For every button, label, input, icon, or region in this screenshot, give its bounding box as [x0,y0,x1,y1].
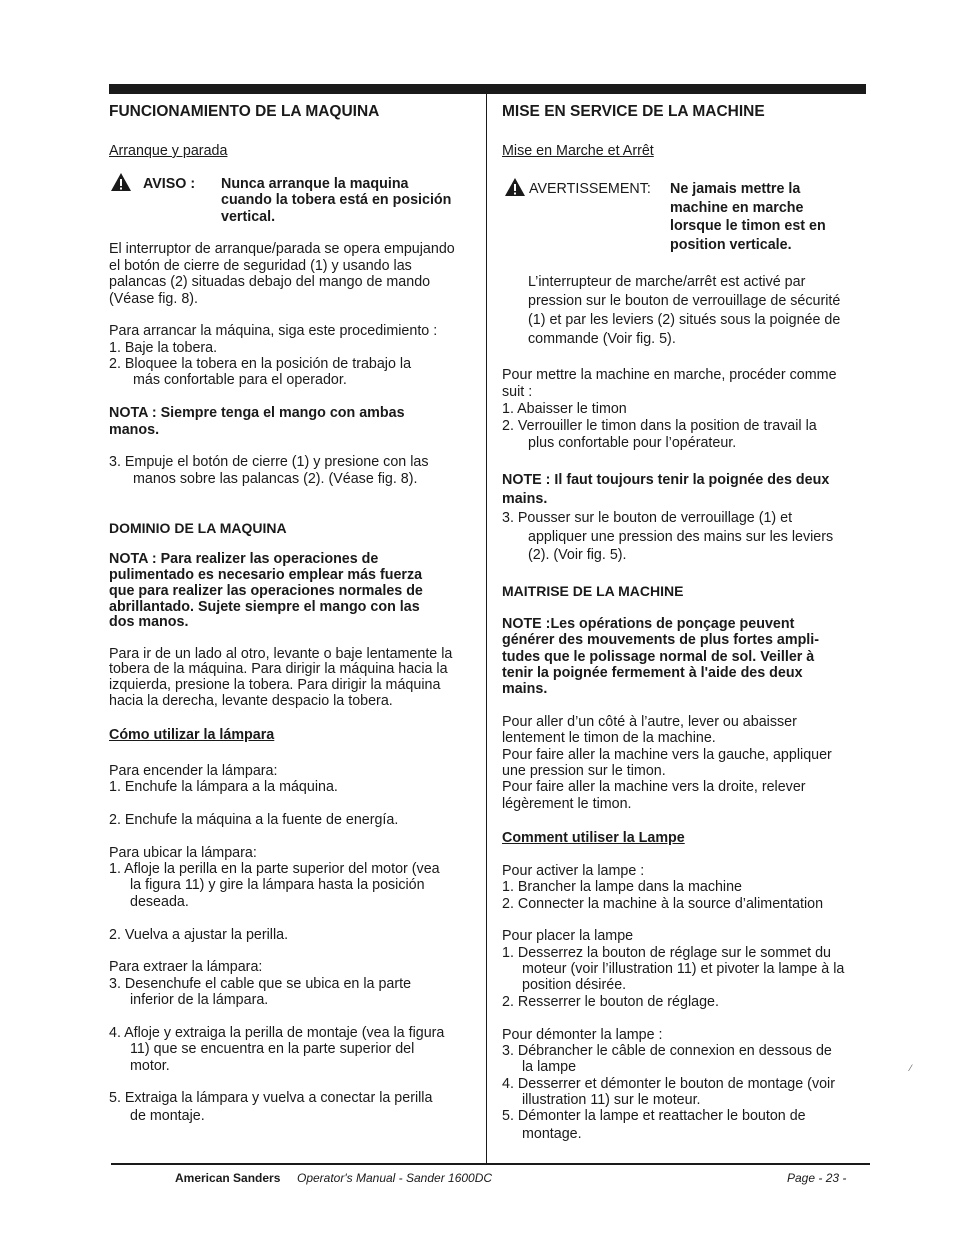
es-step-2-cont: más confortable para el operador. [133,372,347,388]
fr-steering-line: Pour faire aller la machine vers la droite, relever [502,779,806,795]
es-step-3: 3. Empuje el botón de cierre (1) y presione con las [109,454,429,470]
es-steering-line: tobera de la máquina. Para dirigir la máquina hacia la [109,661,448,677]
fr-lamp-line: 1. Brancher la lampe dans la machine [502,879,743,895]
fr-paragraph-line: commande (Voir fig. 5). [528,331,676,347]
fr-step-2: 2. Verrouiller le timon dans la position de travail la [502,418,817,434]
fr-warning-label: AVERTISSEMENT: [529,181,651,197]
fr-step-3: 3. Pousser sur le bouton de verrouillage (1) et [502,510,793,526]
es-note2-line: que para realizer las operaciones normales de [109,583,423,599]
es-paragraph-line: palancas (2) situadas debajo del mango de mando [109,274,431,290]
es-lamp-line: 2. Vuelva a ajustar la perilla. [109,927,289,943]
es-lamp-line: de montaje. [130,1108,205,1124]
fr-paragraph-line: L’interrupteur de marche/arrêt est activé par [528,274,806,290]
es-lamp-line: Para extraer la lámpara: [109,959,263,975]
warning-triangle-icon [504,177,526,197]
es-step-2: 2. Bloquee la tobera en la posición de trabajo la [109,356,412,372]
fr-procedure-intro: Pour mettre la machine en marche, procéder comme [502,367,837,383]
top-rule [109,84,866,94]
es-dominio-heading: DOMINIO DE LA MAQUINA [109,520,287,536]
es-warning-label: AVISO : [143,176,196,192]
fr-steering-line: Pour aller d’un côté à l’autre, lever ou abaisser [502,714,797,730]
es-note2-line: dos manos. [109,614,189,630]
es-paragraph-line: (Véase fig. 8). [109,291,198,307]
fr-lamp-line: illustration 11) sur le moteur. [522,1092,701,1108]
fr-note-line: mains. [502,491,548,507]
es-step-3-cont: manos sobre las palancas (2). (Véase fig. 8). [133,471,418,487]
es-lamp-line: 2. Enchufe la máquina a la fuente de energía. [109,812,399,828]
fr-lamp-line: 2. Resserrer le bouton de réglage. [502,994,719,1010]
column-divider [486,94,487,1164]
footer-page-number: Page - 23 - [787,1171,847,1185]
es-paragraph-line: el botón de cierre de seguridad (1) y usando las [109,258,412,274]
fr-steering-line: Pour faire aller la machine vers la gauche, appliquer [502,747,832,763]
fr-maitrise-heading: MAITRISE DE LA MACHINE [502,583,684,599]
es-lamp-line: Para encender la lámpara: [109,763,278,779]
fr-steering-line: une pression sur le timon. [502,763,666,779]
es-lamp-line: inferior de la lámpara. [130,992,269,1008]
footer-brand: American Sanders [175,1171,281,1185]
fr-lamp-line: 1. Desserrez la bouton de réglage sur le sommet du [502,945,832,961]
fr-steering-line: légèrement le timon. [502,796,632,812]
fr-heading: MISE EN SERVICE DE LA MACHINE [502,103,765,120]
fr-warning-line: Ne jamais mettre la [670,181,801,197]
es-paragraph-line: El interruptor de arranque/parada se opera empujando [109,241,455,257]
fr-lamp-line: Pour activer la lampe : [502,863,645,879]
fr-note2-line: générer des mouvements de plus fortes ampli- [502,632,820,648]
fr-lamp-line: montage. [522,1126,582,1142]
stray-mark: ⁄ [910,1063,912,1073]
fr-note2-line: mains. [502,681,548,697]
fr-step-1: 1. Abaisser le timon [502,401,627,417]
es-lamp-line: Para ubicar la lámpara: [109,845,257,861]
es-warning-line: Nunca arranque la maquina [221,176,409,192]
fr-step-3-cont: appliquer une pression des mains sur les leviers [528,529,834,545]
es-note2-line: abrillantado. Sujete siempre el mango con las [109,599,420,615]
es-steering-line: hacia la derecha, levante despacio la tobera. [109,693,393,709]
fr-note2-line: NOTE :Les opérations de ponçage peuvent [502,616,795,632]
fr-lamp-line: position désirée. [522,977,627,993]
fr-warning-line: lorsque le timon est en [670,218,826,234]
es-lamp-line: 1. Afloje la perilla en la parte superior del motor (vea [109,861,440,877]
fr-step-3-cont: (2). (Voir fig. 5). [528,547,627,563]
es-lamp-line: la figura 11) y gire la lámpara hasta la posición [130,877,425,893]
footer-manual-title: Operator's Manual - Sander 1600DC [297,1171,493,1185]
fr-lamp-line: 5. Démonter la lampe et reattacher le bouton de [502,1108,806,1124]
fr-steering-line: lentement le timon de la machine. [502,730,716,746]
fr-step-2-cont: plus confortable pour l’opérateur. [528,435,737,451]
fr-lamp-line: 3. Débrancher le câble de connexion en dessous de [502,1043,832,1059]
fr-note-line: NOTE : Il faut toujours tenir la poignée des deux [502,472,830,488]
fr-subheading-start-stop: Mise en Marche et Arrêt [502,143,654,159]
fr-note2-line: tenir la poignée fermement à l'aide des deux [502,665,803,681]
fr-lamp-line: Pour placer la lampe [502,928,634,944]
es-subheading-start-stop: Arranque y parada [109,143,228,159]
fr-lamp-line: 2. Connecter la machine à la source d’alimentation [502,896,824,912]
es-lamp-line: deseada. [130,894,189,910]
fr-procedure-intro-cont: suit : [502,384,533,400]
es-lamp-line: 11) que se encuentra en la parte superior del [130,1041,415,1057]
es-note-line: NOTA : Siempre tenga el mango con ambas [109,405,405,421]
es-lamp-heading: Cómo utilizar la lámpara [109,727,275,743]
es-heading: FUNCIONAMIENTO DE LA MAQUINA [109,103,380,120]
es-lamp-line: 1. Enchufe la lámpara a la máquina. [109,779,338,795]
fr-lamp-line: Pour démonter la lampe : [502,1027,663,1043]
fr-lamp-line: moteur (voir l’illustration 11) et pivoter la lampe à la [522,961,845,977]
es-step-1: 1. Baje la tobera. [109,340,218,356]
es-note-line: manos. [109,422,160,438]
es-lamp-line: 3. Desenchufe el cable que se ubica en la parte [109,976,412,992]
fr-warning-line: machine en marche [670,200,804,216]
fr-note2-line: tudes que le polissage normal de sol. Veiller à [502,649,815,665]
fr-lamp-heading: Comment utiliser la Lampe [502,830,685,846]
warning-triangle-icon [110,172,132,192]
fr-lamp-line: la lampe [522,1059,577,1075]
es-lamp-line: 4. Afloje y extraiga la perilla de montaje (vea la figura [109,1025,445,1041]
es-warning-line: cuando la tobera está en posición [221,192,452,208]
es-note2-line: NOTA : Para realizer las operaciones de [109,551,379,567]
es-steering-line: Para ir de un lado al otro, levante o baje lentamente la [109,646,453,662]
fr-paragraph-line: (1) et par les leviers (2) situés sous la poignée de [528,312,841,328]
es-lamp-line: 5. Extraiga la lámpara y vuelva a conectar la perilla [109,1090,433,1106]
es-warning-line: vertical. [221,209,276,225]
footer-rule [111,1163,870,1165]
es-note2-line: pulimentado es necesario emplear más fuerza [109,567,423,583]
fr-warning-line: position verticale. [670,237,792,253]
es-lamp-line: motor. [130,1058,170,1074]
es-steering-line: izquierda, presione la tobera. Para dirigir la máquina [109,677,441,693]
fr-lamp-line: 4. Desserrer et démonter le bouton de montage (voir [502,1076,835,1092]
fr-paragraph-line: pression sur le bouton de verrouillage de sécurité [528,293,841,309]
es-procedure-intro: Para arrancar la máquina, siga este procedimiento : [109,323,438,339]
